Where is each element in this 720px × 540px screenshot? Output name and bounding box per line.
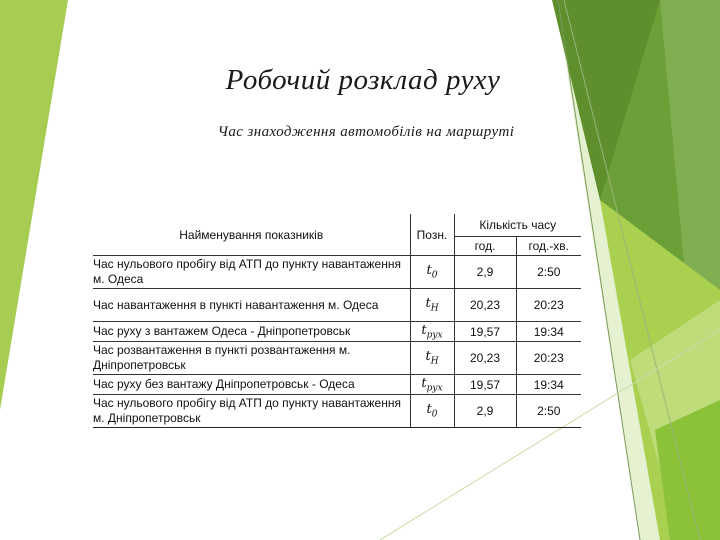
row-hours-minutes: 2:50	[516, 256, 581, 289]
slide-subtitle: Час знаходження автомобілів на маршруті	[217, 124, 515, 140]
row-hours-minutes: 19:34	[516, 322, 581, 342]
row-hours-minutes: 2:50	[516, 395, 581, 428]
table-row	[93, 395, 581, 428]
row-hours: 2,9	[454, 395, 516, 428]
table-row	[93, 375, 581, 395]
table-row	[93, 289, 581, 322]
symbol-base: t	[425, 349, 431, 365]
table-row	[93, 322, 581, 342]
symbol-sub: рух	[426, 383, 443, 394]
header-symbol: Позн.	[410, 214, 454, 256]
slide-title: Робочий розклад руху	[225, 64, 501, 96]
table-row	[93, 342, 581, 375]
row-hours-minutes: 20:23	[516, 342, 581, 375]
row-symbol	[410, 395, 454, 428]
row-hours: 20,23	[454, 342, 516, 375]
symbol-sub: H	[430, 303, 439, 314]
header-quantity: Кількість часу	[454, 214, 581, 237]
row-hours: 19,57	[454, 322, 516, 342]
row-symbol	[410, 375, 454, 395]
row-name: Час руху з вантажем Одеса - Дніпропетровськ	[93, 322, 410, 342]
row-symbol	[410, 256, 454, 289]
symbol-base: t	[421, 375, 427, 391]
symbol-base: t	[421, 322, 427, 338]
header-hours: год.	[454, 237, 516, 256]
row-hours: 19,57	[454, 375, 516, 395]
row-name: Час навантаження в пункті навантаження м. Одеса	[93, 289, 410, 322]
symbol-base: t	[425, 296, 431, 312]
symbol-sub: H	[430, 356, 439, 367]
symbol-sub: рух	[426, 330, 443, 341]
symbol-base: t	[426, 263, 432, 279]
symbol-sub: 0	[431, 409, 438, 420]
row-name: Час розвантаження в пункті розвантаження м. Дніпропетровськ	[93, 342, 410, 375]
table-row	[93, 256, 581, 289]
row-symbol	[410, 322, 454, 342]
symbol-base: t	[426, 402, 432, 418]
row-hours: 20,23	[454, 289, 516, 322]
schedule-table	[93, 214, 581, 428]
row-name: Час руху без вантажу Дніпропетровськ - Одеса	[93, 375, 410, 395]
row-hours-minutes: 20:23	[516, 289, 581, 322]
row-symbol	[410, 342, 454, 375]
row-name: Час нульового пробігу від АТП до пункту навантаження м. Одеса	[93, 256, 410, 289]
left-green-triangle	[0, 0, 68, 410]
row-symbol	[410, 289, 454, 322]
header-hours-minutes: год.-хв.	[516, 237, 581, 256]
row-hours: 2,9	[454, 256, 516, 289]
row-hours-minutes: 19:34	[516, 375, 581, 395]
row-name: Час нульового пробігу від АТП до пункту навантаження м. Дніпропетровськ	[93, 395, 410, 428]
header-name: Найменування показників	[93, 214, 410, 256]
symbol-sub: 0	[431, 270, 438, 281]
